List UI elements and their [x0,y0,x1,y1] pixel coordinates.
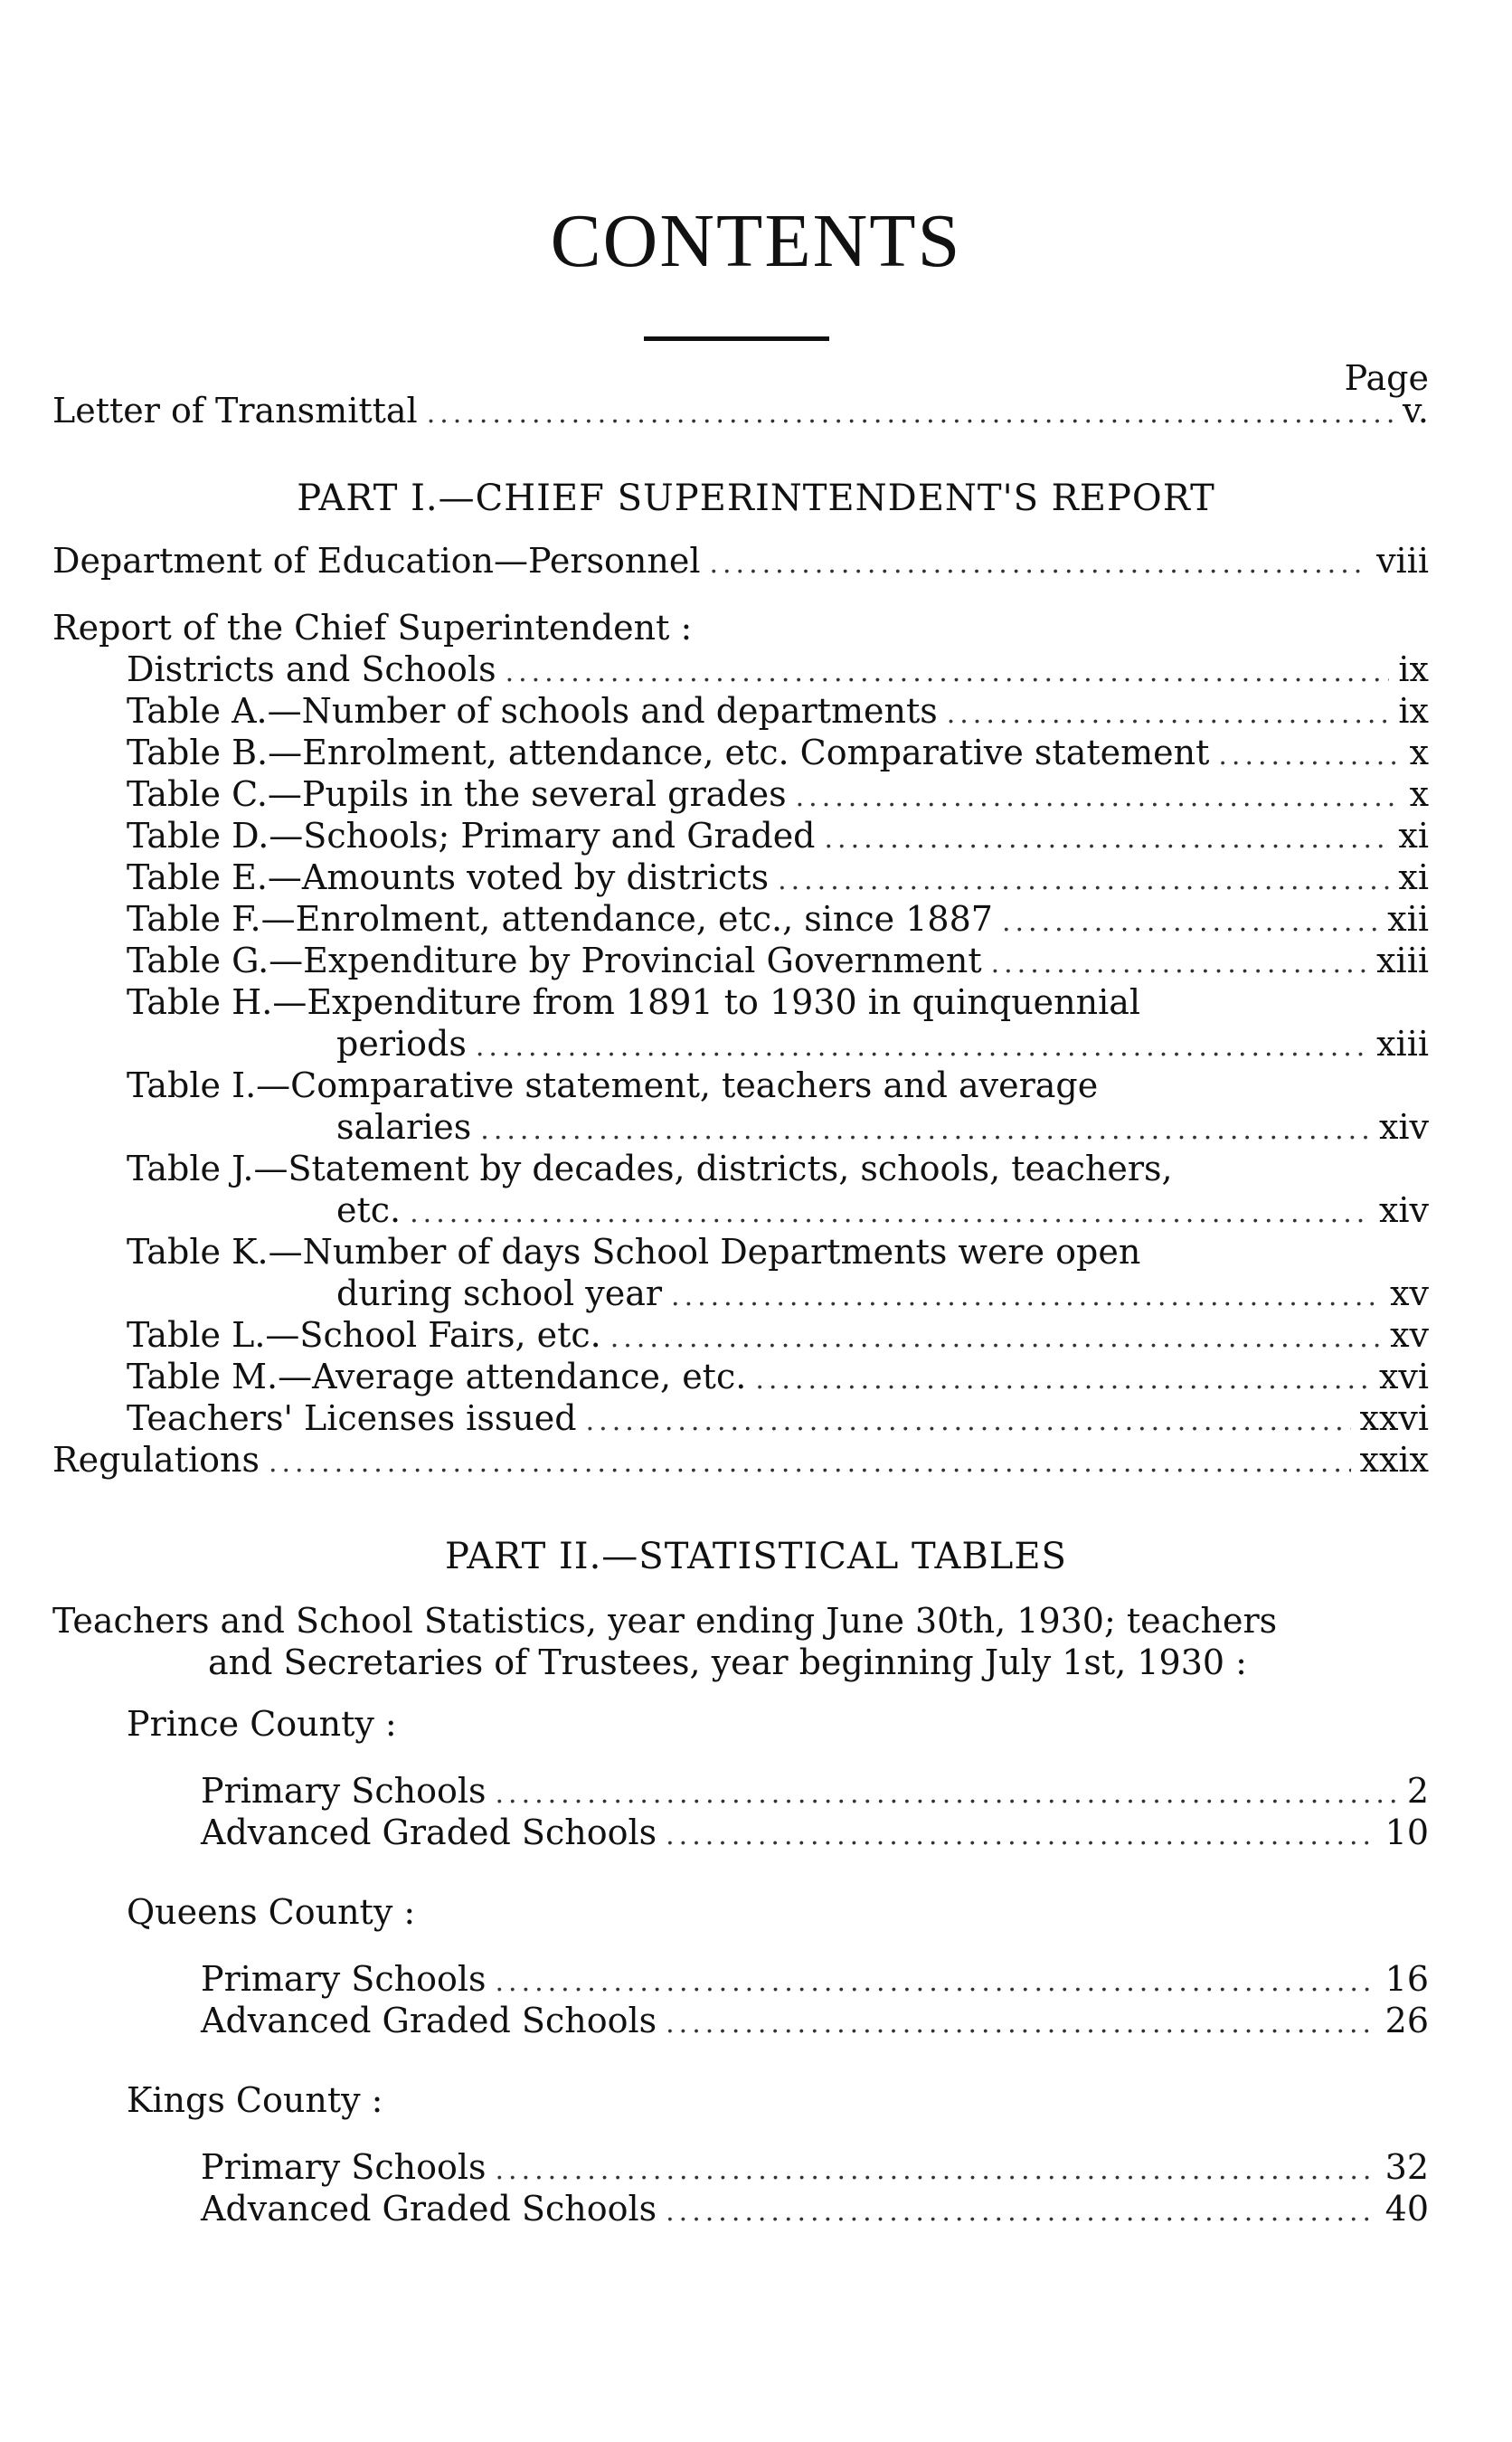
toc-entry [127,1398,1429,1438]
toc-entry-label: Primary Schools [201,1959,487,1999]
leader-dots [480,1114,1370,1146]
toc-entry-label: Table D.—Schools; Primary and Graded [127,816,816,856]
toc-entry-continuation: periods [336,1024,467,1064]
leader-dots [269,1447,1351,1479]
toc-entry-label: Advanced Graded Schools [201,2001,657,2040]
statistics-intro-line-2: and Secretaries of Trustees, year beginning July 1st, 1930 : [208,1642,1247,1682]
statistics-intro-line-1: Teachers and School Statistics, year ending June 30th, 1930; teachers [52,1601,1278,1641]
toc-entry-page: xiv [1378,1107,1429,1147]
toc-entry-page: 2 [1406,1771,1429,1811]
toc-entry-label: Primary Schools [201,2147,487,2187]
toc-entry-label: Table B.—Enrolment, attendance, etc. Comparative statement [127,733,1210,772]
toc-entry [52,1440,1429,1480]
toc-entry-page: 26 [1384,2001,1429,2040]
toc-entry [127,857,1429,897]
toc-entry-label: Department of Education—Personnel [52,541,701,581]
toc-entry-page: xiv [1378,1190,1429,1230]
leader-dots [506,657,1390,688]
leader-dots [1002,906,1378,938]
leader-dots [796,781,1401,813]
toc-entry-label: Table L.—School Fairs, etc. [127,1315,601,1355]
toc-entry [127,733,1429,772]
toc-entry [336,1024,1429,1064]
toc-entry-page: v. [1402,391,1429,431]
toc-entry-page: 40 [1384,2189,1429,2229]
county-heading: Queens County : [127,1892,416,1932]
leader-dots [496,1966,1376,1998]
toc-entry-label: Advanced Graded Schools [201,2189,657,2229]
toc-entry-label: Table G.—Expenditure by Provincial Government [127,941,982,980]
leader-dots [666,2196,1376,2228]
leader-dots [666,1820,1376,1851]
toc-entry-page: x [1409,774,1429,814]
toc-entry-continuation: salaries [336,1107,472,1147]
toc-entry-page: xxvi [1359,1398,1429,1438]
toc-entry [336,1190,1429,1230]
toc-entry [52,541,1429,581]
toc-entry-label: Table E.—Amounts voted by districts [127,857,770,897]
toc-entry-continuation: etc. [336,1190,402,1230]
leader-dots [666,2008,1376,2040]
toc-entry [127,649,1429,689]
toc-entry-page: viii [1376,541,1429,581]
toc-entry-page: 32 [1384,2147,1429,2187]
toc-entry-page: xv [1390,1315,1429,1355]
toc-entry-label: Table H.—Expenditure from 1891 to 1930 in quinquennial [127,982,1141,1022]
toc-entry [52,391,1429,431]
leader-dots [947,698,1390,730]
toc-entry [127,691,1429,731]
leader-dots [755,1364,1370,1396]
report-heading: Report of the Chief Superintendent : [52,608,693,648]
toc-entry-page: ix [1398,649,1429,689]
toc-entry [127,899,1429,939]
leader-dots [778,865,1389,896]
toc-entry-page: xvi [1378,1357,1429,1396]
page-column-header: Page [1344,358,1429,398]
page-title: CONTENTS [550,199,962,283]
toc-entry [201,2189,1429,2229]
leader-dots [709,548,1367,580]
toc-entry-label: Table K.—Number of days School Departments were open [127,1232,1141,1272]
leader-dots [427,398,1394,430]
toc-entry-label: Primary Schools [201,1771,487,1811]
toc-entry [336,1107,1429,1147]
part-two-heading: PART II.—STATISTICAL TABLES [445,1536,1067,1577]
toc-entry-page: 10 [1384,1813,1429,1852]
toc-entry [127,1315,1429,1355]
toc-entry [201,1813,1429,1852]
toc-entry-label: Teachers' Licenses issued [127,1398,577,1438]
toc-entry [201,1771,1429,1811]
toc-entry-page: xiii [1376,1024,1429,1064]
leader-dots [496,2154,1376,2186]
toc-entry [201,2147,1429,2187]
county-heading: Kings County : [127,2080,383,2120]
toc-entry [127,816,1429,856]
toc-entry-page: x [1409,733,1429,772]
leader-dots [1218,740,1400,771]
county-heading: Prince County : [127,1704,397,1744]
part-one-heading: PART I.—CHIEF SUPERINTENDENT'S REPORT [297,478,1215,519]
toc-entry-page: ix [1398,691,1429,731]
leader-dots [496,1778,1398,1810]
toc-entry-page: xxix [1359,1440,1429,1480]
toc-entry-page: xi [1398,857,1429,897]
title-rule [644,336,829,341]
toc-entry-label: Table A.—Number of schools and departments [127,691,938,731]
toc-entry [201,1959,1429,1999]
toc-entry-page: 16 [1384,1959,1429,1999]
toc-entry [127,941,1429,980]
toc-entry-label: Table M.—Average attendance, etc. [127,1357,747,1396]
toc-entry-continuation: during school year [336,1273,663,1313]
toc-entry-label: Districts and Schools [127,649,496,689]
toc-entry-label: Table I.—Comparative statement, teachers and average [127,1065,1099,1105]
toc-entry-page: xv [1390,1273,1429,1313]
toc-entry-label: Regulations [52,1440,260,1480]
toc-entry [127,1357,1429,1396]
toc-entry [336,1273,1429,1313]
toc-entry [201,2001,1429,2040]
leader-dots [825,823,1390,855]
leader-dots [586,1406,1351,1437]
toc-entry-label: Table C.—Pupils in the several grades [127,774,787,814]
leader-dots [610,1322,1381,1354]
leader-dots [410,1197,1370,1229]
toc-entry-label: Letter of Transmittal [52,391,418,431]
toc-entry [127,774,1429,814]
toc-entry-page: xi [1398,816,1429,856]
toc-entry-page: xii [1387,899,1429,939]
toc-entry-label: Advanced Graded Schools [201,1813,657,1852]
toc-entry-label: Table F.—Enrolment, attendance, etc., since 1887 [127,899,993,939]
leader-dots [476,1031,1367,1063]
leader-dots [991,948,1368,980]
toc-entry-label: Table J.—Statement by decades, districts, schools, teachers, [127,1149,1173,1188]
toc-entry-page: xiii [1376,941,1429,980]
leader-dots [671,1281,1381,1312]
